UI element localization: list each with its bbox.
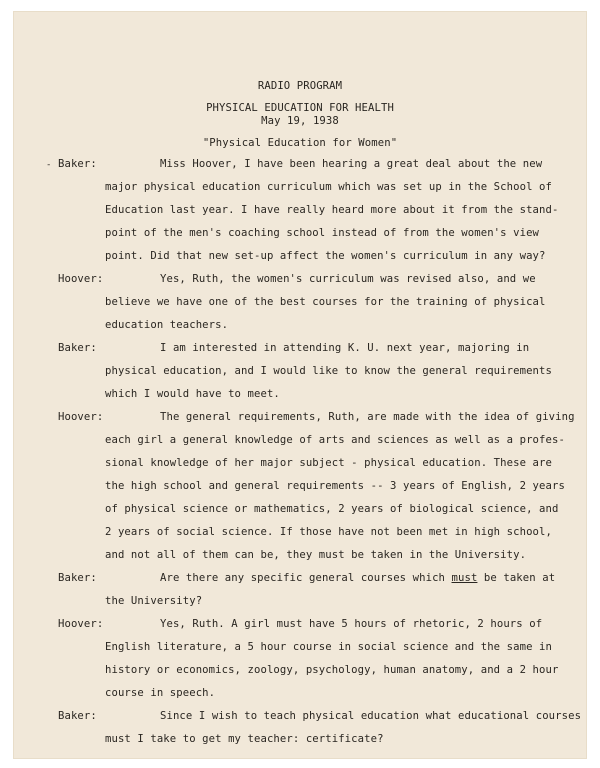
- speaker-label: Hoover:: [58, 411, 104, 423]
- dialogue-line: physical education, and I would like to know the general requirements: [105, 365, 552, 377]
- dialogue-line: of physical science or mathematics, 2 years of biological science, and: [105, 503, 559, 515]
- speaker-label: Baker:: [58, 572, 97, 584]
- speaker-label: Hoover:: [58, 273, 104, 285]
- dialogue-line: Yes, Ruth, the women's curriculum was revised also, and we: [160, 273, 536, 285]
- dialogue-line: must I take to get my teacher: certificate?: [105, 733, 384, 745]
- dialogue-line: major physical education curriculum which was set up in the School of: [105, 181, 552, 193]
- dialogue-line: the University?: [105, 595, 203, 607]
- dialogue-line: Education last year. I have really heard more about it from the stand-: [105, 204, 559, 216]
- speaker-label: Baker:: [58, 158, 97, 170]
- dialogue-line: course in speech.: [105, 687, 216, 699]
- dialogue-line: and not all of them can be, they must be taken in the University.: [105, 549, 527, 561]
- dialogue-line: each girl a general knowledge of arts and sciences as well as a profes-: [105, 434, 565, 446]
- dialogue-line: Since I wish to teach physical education what educational courses: [160, 710, 582, 722]
- dialogue-line: education teachers.: [105, 319, 229, 331]
- dialogue-line: I am interested in attending K. U. next year, majoring in: [160, 342, 530, 354]
- dialogue-line: 2 years of social science. If those have not been met in high school,: [105, 526, 552, 538]
- dialogue-line: Miss Hoover, I have been hearing a great deal about the new: [160, 158, 543, 170]
- speaker-label: Baker:: [58, 710, 97, 722]
- speaker-label: Hoover:: [58, 618, 104, 630]
- emphasized-word: must: [451, 572, 478, 584]
- series-title: PHYSICAL EDUCATION FOR HEALTH: [206, 102, 394, 114]
- program-title: RADIO PROGRAM: [257, 80, 343, 92]
- margin-mark: -: [46, 160, 52, 170]
- dialogue-line: Yes, Ruth. A girl must have 5 hours of rhetoric, 2 hours of: [160, 618, 543, 630]
- dialogue-line: history or economics, zoology, psychology, human anatomy, and a 2 hour: [105, 664, 559, 676]
- dialogue-line: believe we have one of the best courses for the training of physical: [105, 296, 546, 308]
- speaker-label: Baker:: [58, 342, 97, 354]
- dialogue-line-emphasis: Are there any specific general courses which must be taken at: [160, 572, 556, 584]
- dialogue-line: which I would have to meet.: [105, 388, 280, 400]
- dialogue-line: The general requirements, Ruth, are made with the idea of giving: [160, 411, 575, 423]
- episode-subtitle: "Physical Education for Women": [202, 137, 398, 149]
- dialogue-line: point of the men's coaching school instead of from the women's view: [105, 227, 540, 239]
- dialogue-line: the high school and general requirements -- 3 years of English, 2 years: [105, 480, 565, 492]
- document-page: [14, 12, 586, 758]
- dialogue-line: point. Did that new set-up affect the women's curriculum in any way?: [105, 250, 546, 262]
- dialogue-line: sional knowledge of her major subject - physical education. These are: [105, 457, 552, 469]
- dialogue-line: English literature, a 5 hour course in social science and the same in: [105, 641, 552, 653]
- broadcast-date: May 19, 1938: [261, 115, 339, 127]
